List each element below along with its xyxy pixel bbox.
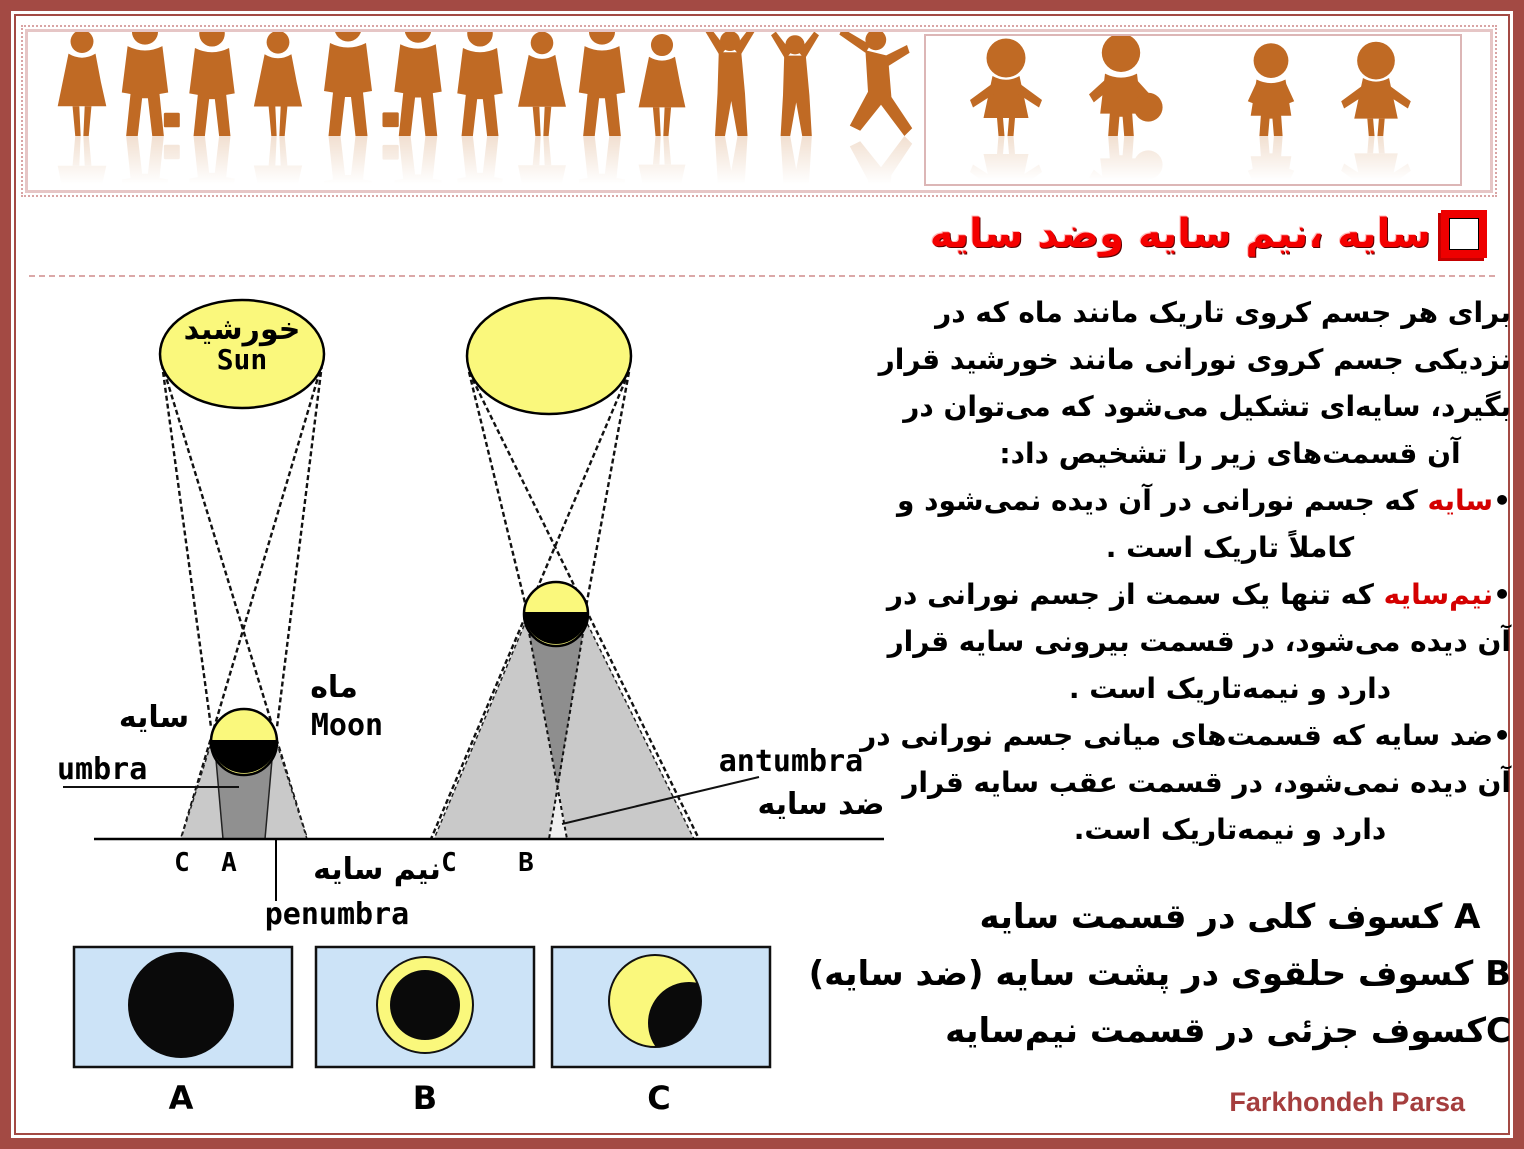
text-line: برای هر جسم کروی تاریک مانند ماه که در xyxy=(935,296,1511,329)
moon-label-en: Moon xyxy=(310,708,384,743)
moon-label-fa: ماه xyxy=(310,670,358,705)
box-b-label: B xyxy=(412,1079,438,1117)
umbra-label-en: umbra xyxy=(57,752,148,787)
keyword-red: سایه xyxy=(1427,484,1494,517)
penumbra-label-fa: نیم سایه xyxy=(313,852,441,887)
text-line: آن دیده می‌شود، در قسمت بیرونی سایه قرار xyxy=(887,625,1511,658)
explanation-text xyxy=(808,289,1511,1060)
text-line: بگیرد، سایه‌ای تشکیل می‌شود که می‌توان در xyxy=(903,390,1511,423)
eclipse-diagram xyxy=(39,279,941,1131)
adult-silhouettes-image xyxy=(30,32,920,184)
antumbra-label-fa: ضد سایه xyxy=(757,787,885,822)
eclipse-type-lines xyxy=(808,889,1511,1060)
eclipse-type-line: B کسوف حلقوی در پشت سایه (ضد سایه) xyxy=(808,954,1511,994)
zone-c-left: C xyxy=(174,848,190,878)
annular-eclipse-disc xyxy=(390,970,460,1040)
zone-a-left: A xyxy=(221,848,237,878)
eclipse-type-letter: A xyxy=(1454,897,1481,937)
text-line: •سایه که جسم نورانی در آن دیده نمی‌شود و xyxy=(896,484,1511,517)
eclipse-type-letter: B xyxy=(1485,954,1511,994)
kid-silhouettes-image xyxy=(926,36,1454,180)
text-line: •ضد سایه که قسمت‌های میانی جسم نورانی در xyxy=(860,719,1511,752)
eclipse-type-line: Cکسوف جزئی در قسمت نیم‌سایه xyxy=(945,1011,1511,1051)
text-line: کاملاً تاریک است . xyxy=(1105,531,1355,564)
sun-label-en: Sun xyxy=(216,343,268,376)
antumbra-label-en: antumbra xyxy=(718,744,864,779)
text-line: دارد و نیمه‌تاریک است. xyxy=(1073,813,1387,846)
text-line: دارد و نیمه‌تاریک است . xyxy=(1068,672,1392,705)
people-banner xyxy=(25,29,1493,193)
ray-left-outer xyxy=(162,364,211,727)
box-c-label: C xyxy=(647,1079,671,1117)
author-credit: Farkhondeh Parsa xyxy=(1229,1087,1465,1117)
box-a-label: A xyxy=(168,1079,194,1117)
content-divider xyxy=(29,275,1495,277)
text-line: آن دیده نمی‌شود، در قسمت عقب سایه قرار xyxy=(902,766,1511,799)
penumbra-label-en: penumbra xyxy=(264,897,410,932)
kids-panel xyxy=(924,34,1462,186)
red-square-bullet-icon xyxy=(1441,210,1487,258)
eclipse-type-line: A کسوف کلی در قسمت سایه xyxy=(979,897,1481,937)
text-line: آن قسمت‌های زیر را تشخیص داد: xyxy=(999,437,1461,470)
zone-b-right: B xyxy=(518,848,534,878)
title-row xyxy=(37,203,1487,265)
eclipse-type-letter: C xyxy=(1486,1011,1511,1051)
sun-right xyxy=(467,298,631,414)
zone-c-right: C xyxy=(441,848,457,878)
sun-label-fa: خورشید xyxy=(183,312,301,347)
text-line: •نیم‌سایه که تنها یک سمت از جسم نورانی در xyxy=(886,578,1511,611)
page-title: سایه ،نیم سایه وضد سایه xyxy=(929,211,1431,257)
keyword-red: نیم‌سایه xyxy=(1383,578,1494,611)
text-line: نزدیکی جسم کروی نورانی مانند خورشید قرار xyxy=(878,343,1511,376)
total-eclipse-disc xyxy=(128,952,234,1058)
paragraph-lines xyxy=(860,289,1511,853)
umbra-label-fa: سایه xyxy=(118,700,190,735)
ray-right-outer-2 xyxy=(586,372,629,607)
